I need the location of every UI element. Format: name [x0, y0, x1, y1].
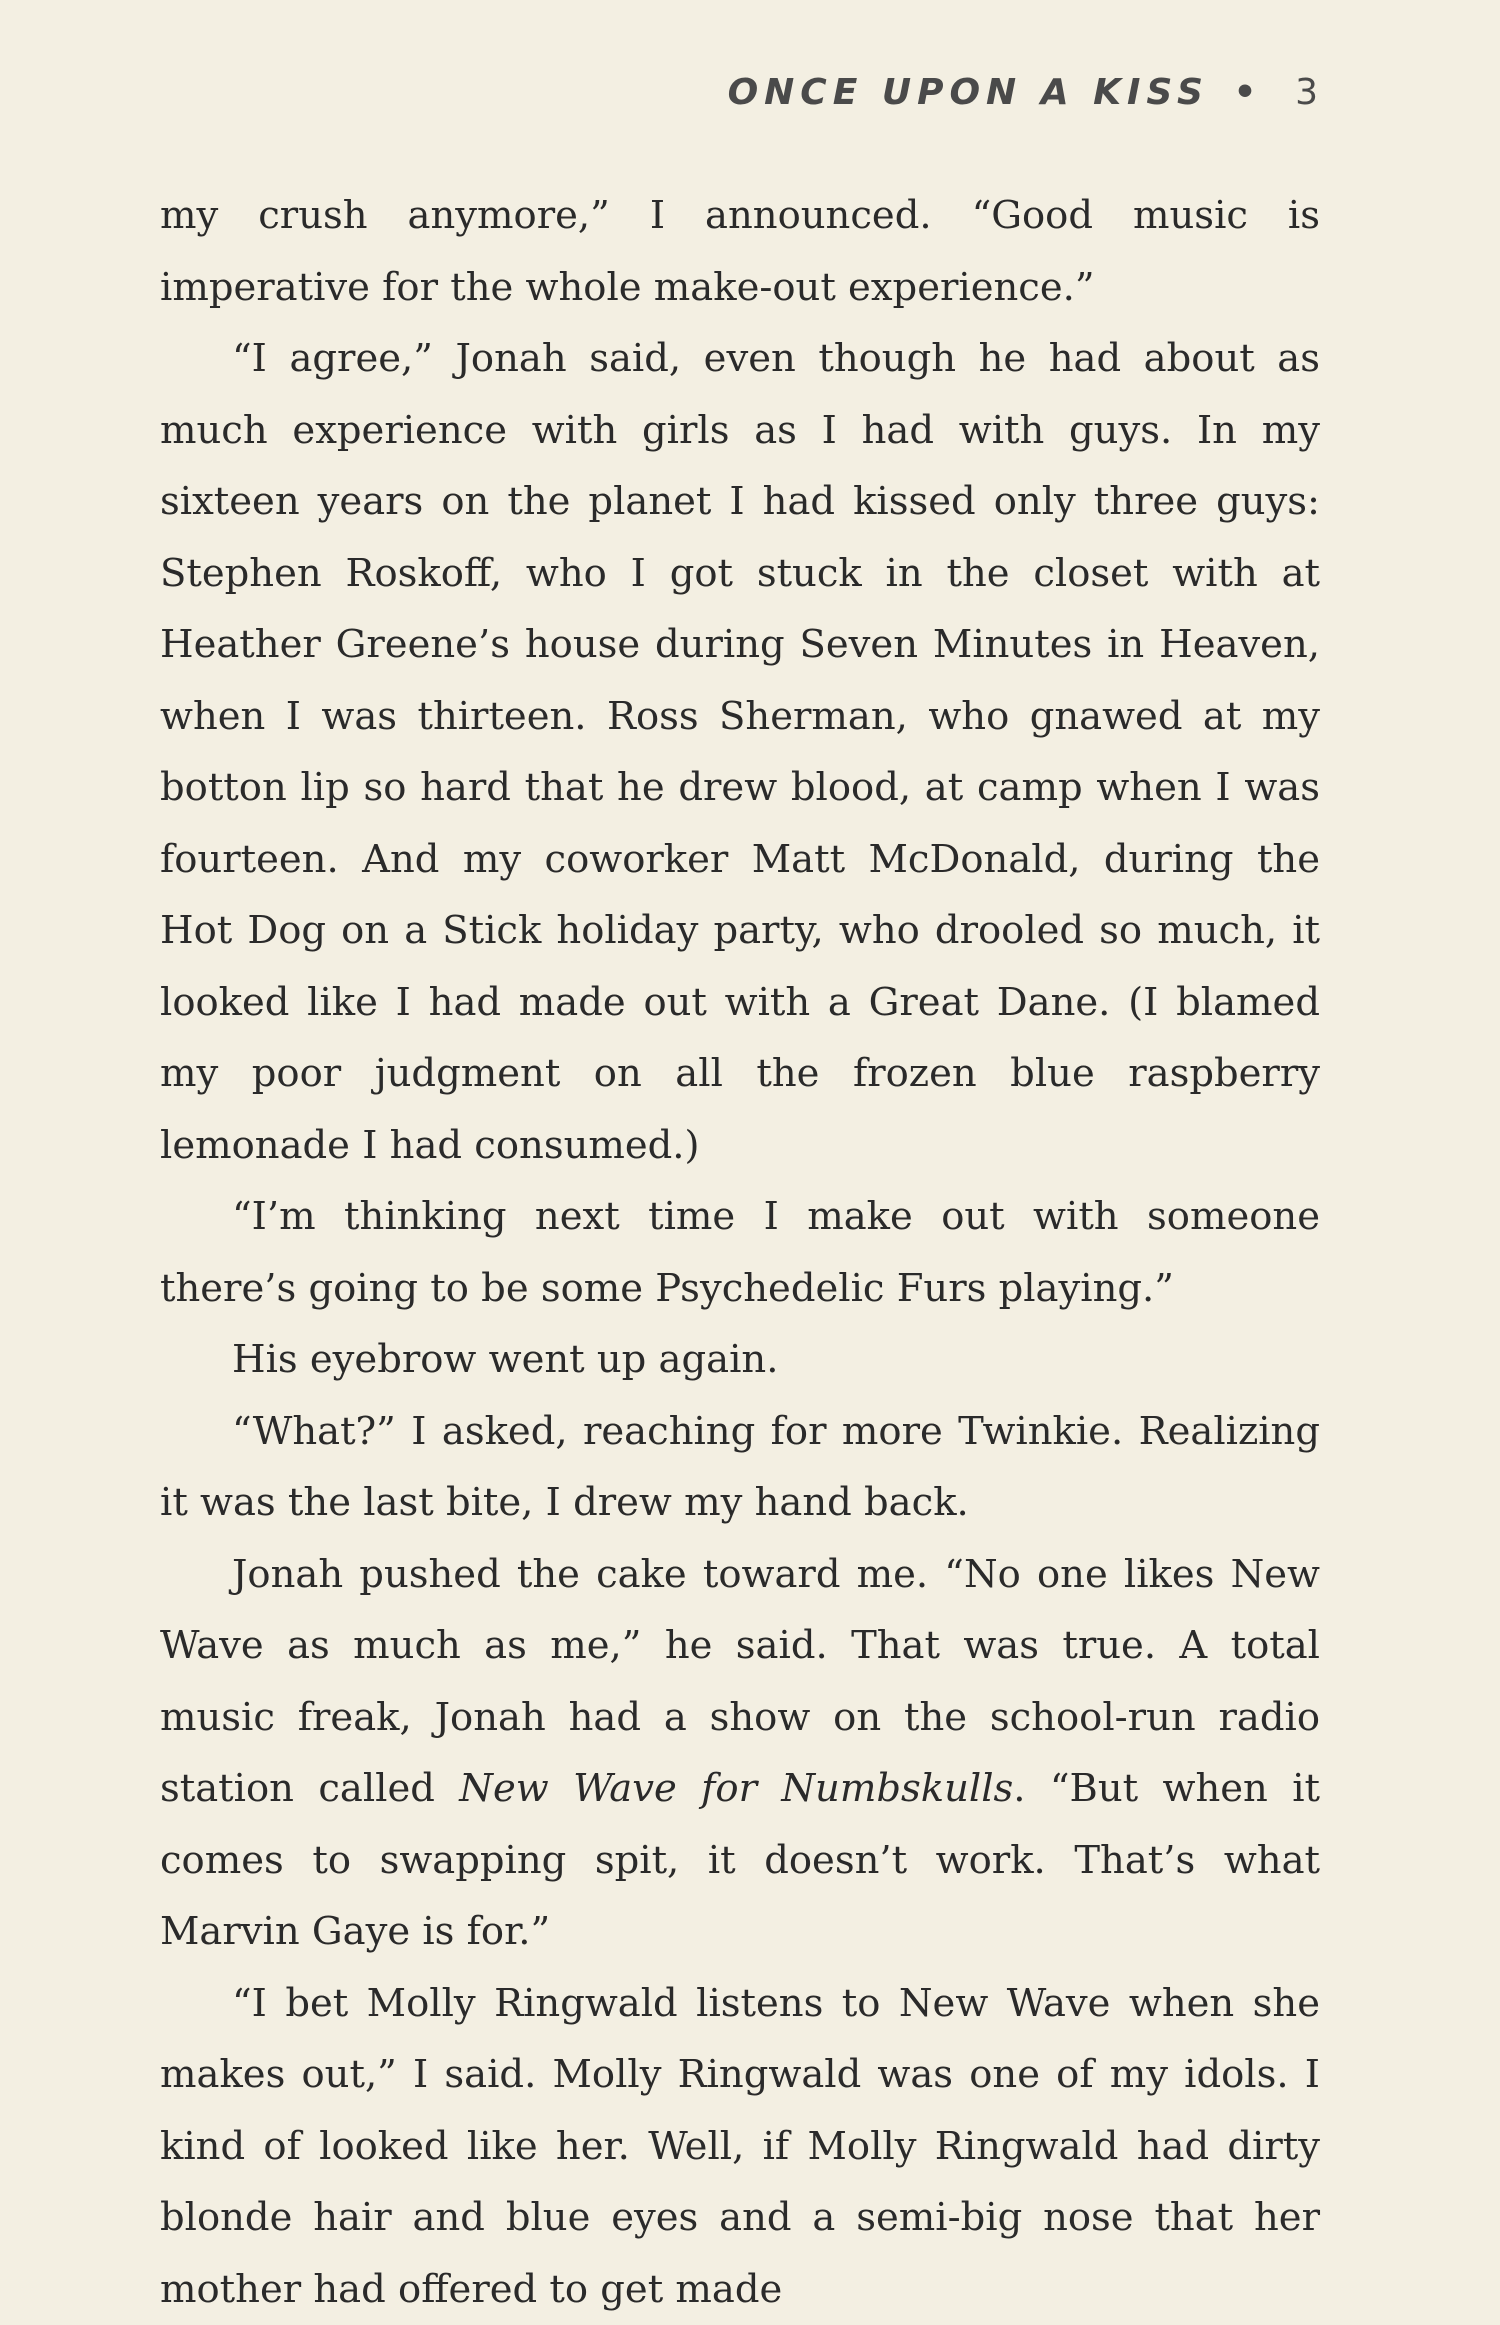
page-number: 3 [1295, 72, 1318, 113]
running-head [728, 72, 1318, 113]
paragraph-continued: my crush anymore,” I announced. “Good music is imperative for the whole make-out experience.” [160, 180, 1320, 323]
running-title: ONCE UPON A KISS [728, 72, 1209, 113]
paragraph: “I’m thinking next time I make out with someone there’s going to be some Psychedelic Furs playing.” [160, 1181, 1320, 1324]
body-text [160, 180, 1320, 2325]
running-head-separator: • [1234, 72, 1263, 113]
paragraph: His eyebrow went up again. [160, 1324, 1320, 1396]
paragraph: “I bet Molly Ringwald listens to New Wave when she makes out,” I said. Molly Ringwald was one of my idols. I kind of looked like her. Well, if Molly Ringwald had dirty blonde hair and blue eyes and a semi-big nose that her mother had offered to get made [160, 1968, 1320, 2325]
paragraph-with-title [160, 1539, 1320, 1968]
paragraph: “What?” I asked, reaching for more Twinkie. Realizing it was the last bite, I drew my hand back. [160, 1396, 1320, 1539]
paragraph-text-after: . “But when it comes to swapping spit, it doesn’t work. That’s what Marvin Gaye is for.” [160, 1766, 1320, 1954]
paragraph-text-before: Jonah pushed the cake toward me. “No one likes New Wave as much as me,” he said. That was true. A total music freak, Jonah had a show on the school-run radio station called [160, 1552, 1320, 1812]
paragraph: “I agree,” Jonah said, even though he had about as much experience with girls as I had with guys. In my sixteen years on the planet I had kissed only three guys: Stephen Roskoff, who I got stuck in the closet with at Heather Greene’s house during Seven Minutes in Heaven, when I was thirteen. Ross Sherman, who gnawed at my botton lip so hard that he drew blood, at camp when I was fourteen. And my coworker Matt McDonald, during the Hot Dog on a Stick holiday party, who drooled so much, it looked like I had made out with a Great Dane. (I blamed my poor judgment on all the frozen blue raspberry lemonade I had consumed.) [160, 323, 1320, 1181]
radio-show-title: New Wave for Numbskulls [459, 1766, 1013, 1811]
